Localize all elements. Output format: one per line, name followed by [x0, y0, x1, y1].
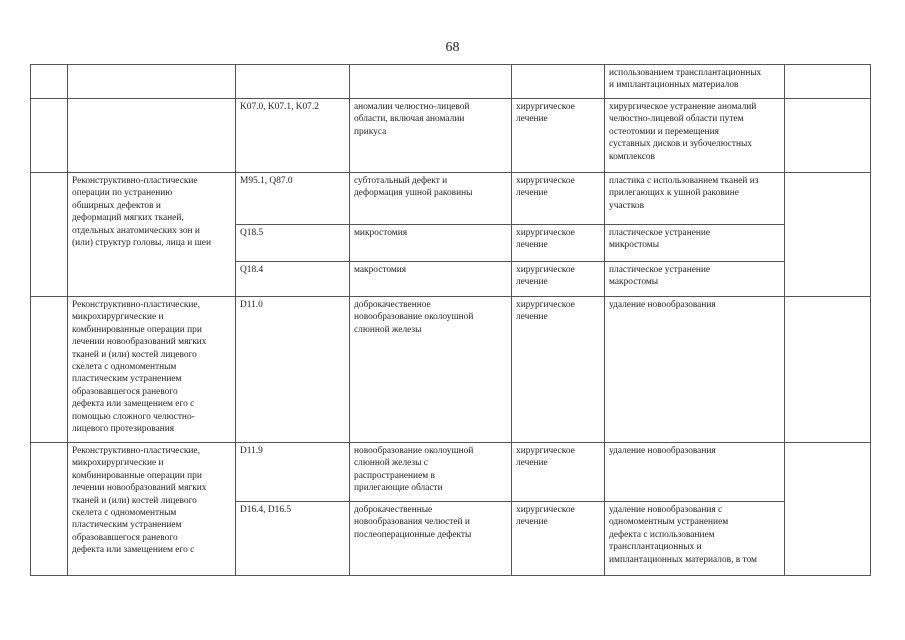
method-cell: удаление новообразования: [605, 443, 785, 502]
intervention-name-cell: Реконструктивно-пластические операции по устранению обширных дефектов и деформаций мягких тканей, отдельных анатомических зон и (или) структур головы, лица и шеи: [68, 173, 236, 297]
row-number-cell: [31, 99, 68, 173]
method-cell: пластика с использованием тканей из прилегающих к ушной раковине участков: [605, 173, 785, 225]
disease-cell: субтотальный дефект и деформация ушной раковины: [350, 173, 512, 225]
table-row: [31, 173, 871, 225]
treatment-type-cell: [512, 65, 605, 99]
treatment-type-cell: хирургическое лечение: [512, 262, 605, 297]
cost-cell: [785, 99, 871, 173]
row-number-cell: [31, 173, 68, 297]
table-row: [31, 297, 871, 443]
method-cell: пластическое устранение макростомы: [605, 262, 785, 297]
disease-cell: микростомия: [350, 225, 512, 262]
method-cell: пластическое устранение микростомы: [605, 225, 785, 262]
intervention-name-cell: Реконструктивно-пластические, микрохирургические и комбинированные операции при лечении новообразований мягких тканей и (или) костей лицевого скелета с одномоментным пластическим устранением образовавшегося раневого дефекта или замещением его с помощью сложного челюстно- лицевого протезирования: [68, 297, 236, 443]
disease-cell: [350, 65, 512, 99]
table-row: [31, 443, 871, 502]
disease-cell: новообразование околоушной слюнной железы с распространением в прилегающие области: [350, 443, 512, 502]
row-number-cell: [31, 65, 68, 99]
codes-cell: D11.0: [236, 297, 350, 443]
method-cell: удаление новообразования с одномоментным устранением дефекта с использованием трансплантационных и имплантационных материалов, в том: [605, 502, 785, 576]
medical-care-table: [30, 64, 871, 576]
intervention-name-cell: Реконструктивно-пластические, микрохирургические и комбинированные операции при лечении новообразований мягких тканей и (или) костей лицевого скелета с одномоментным пластическим устранением образовавшегося раневого дефекта или замещением его с: [68, 443, 236, 576]
cost-cell: [785, 173, 871, 297]
method-cell: хирургическое устранение аномалий челюстно-лицевой области путем остеотомии и перемещения суставных дисков и зубочелюстных комплексов: [605, 99, 785, 173]
treatment-type-cell: хирургическое лечение: [512, 173, 605, 225]
table-row: [31, 65, 871, 99]
disease-cell: макростомия: [350, 262, 512, 297]
codes-cell: D11.9: [236, 443, 350, 502]
table-row: [31, 99, 871, 173]
cost-cell: [785, 443, 871, 576]
row-number-cell: [31, 297, 68, 443]
method-cell: использованием трансплантационных и имплантационных материалов: [605, 65, 785, 99]
treatment-type-cell: хирургическое лечение: [512, 502, 605, 576]
disease-cell: доброкачественные новообразования челюстей и послеоперационные дефекты: [350, 502, 512, 576]
cost-cell: [785, 297, 871, 443]
codes-cell: [236, 65, 350, 99]
disease-cell: аномалии челюстно-лицевой области, включая аномалии прикуса: [350, 99, 512, 173]
treatment-type-cell: хирургическое лечение: [512, 225, 605, 262]
codes-cell: Q18.5: [236, 225, 350, 262]
page-number: 68: [445, 40, 460, 55]
codes-cell: D16.4, D16.5: [236, 502, 350, 576]
codes-cell: M95.1, Q87.0: [236, 173, 350, 225]
treatment-type-cell: хирургическое лечение: [512, 99, 605, 173]
profile-cell: [68, 65, 236, 99]
codes-cell: K07.0, K07.1, K07.2: [236, 99, 350, 173]
treatment-type-cell: хирургическое лечение: [512, 443, 605, 502]
profile-cell: [68, 99, 236, 173]
codes-cell: Q18.4: [236, 262, 350, 297]
cost-cell: [785, 65, 871, 99]
row-number-cell: [31, 443, 68, 576]
treatment-type-cell: хирургическое лечение: [512, 297, 605, 443]
method-cell: удаление новообразования: [605, 297, 785, 443]
disease-cell: доброкачественное новообразование околоушной слюнной железы: [350, 297, 512, 443]
